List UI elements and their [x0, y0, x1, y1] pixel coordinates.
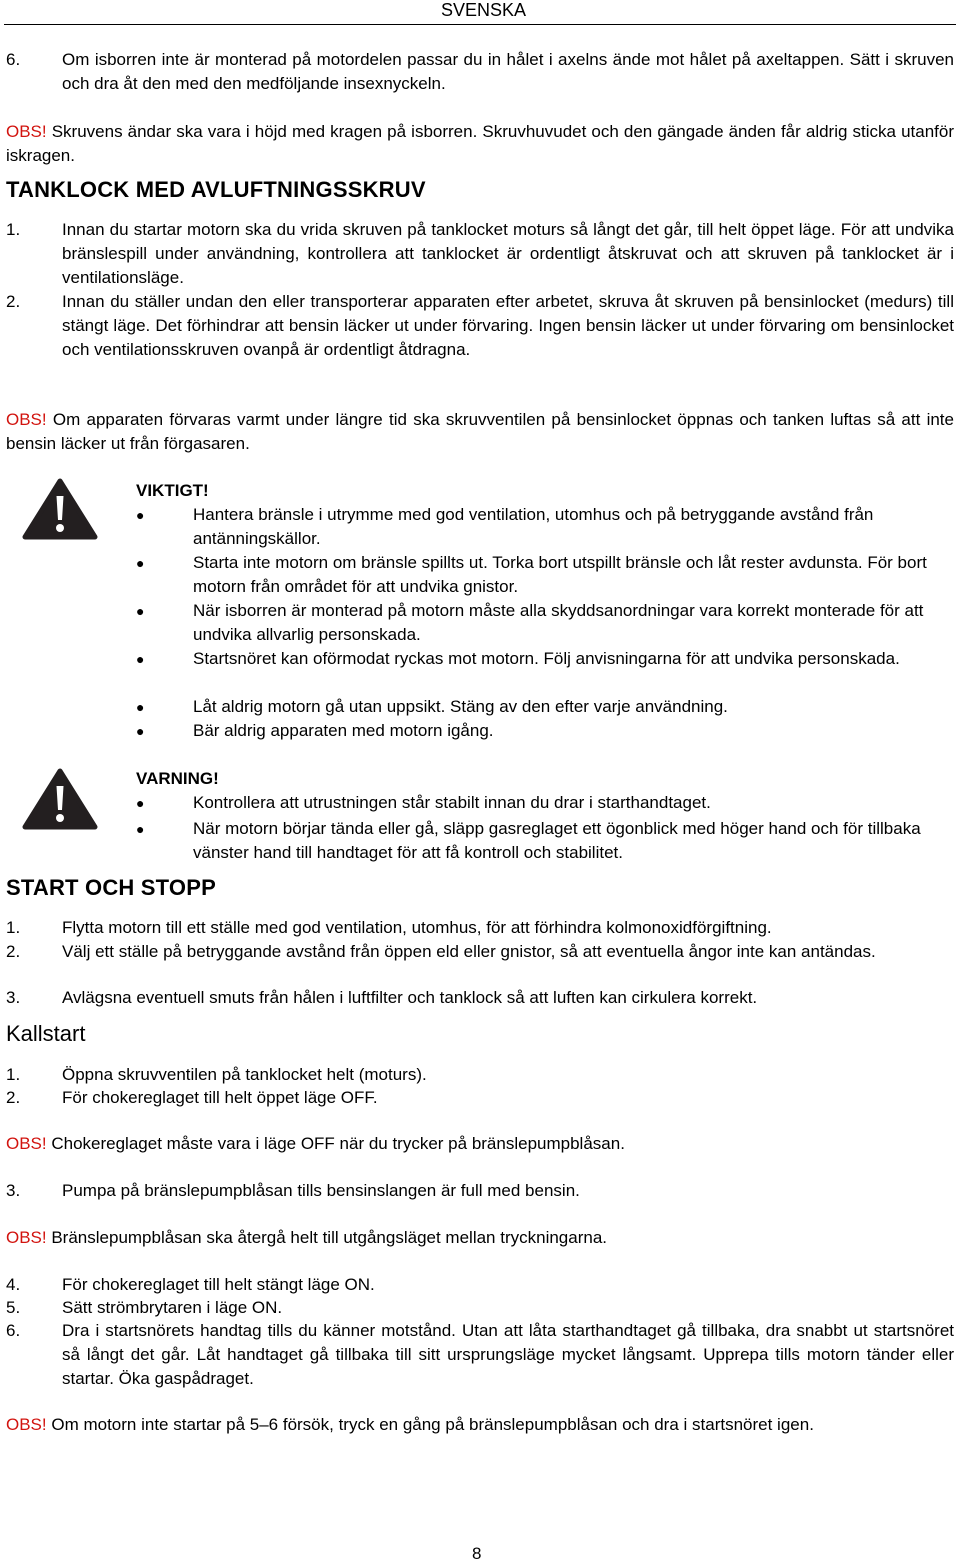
obs-text: Om motorn inte startar på 5–6 försök, tryck en gång på bränslepumpblåsan och dra i startsnöret igen.	[46, 1415, 814, 1434]
step-text: Sätt strömbrytaren i läge ON.	[62, 1298, 283, 1317]
step-text: Innan du ställer undan den eller transporterar apparaten efter arbetet, skruva åt skruven på bensinlocket (medurs) till stängt läge. Det förhindrar att bensin läcker ut under förvaring. Ingen bensin läcker ut under förvaring om bensinlocket och ventilationsskruven ovanpå är ordentligt åtdragna.	[62, 292, 954, 359]
obs-text: Skruvens ändar ska vara i höjd med kragen på isborren. Skruvhuvudet och den gängade änden får aldrig sticka utanför iskragen.	[6, 122, 954, 165]
bullet-icon: ●	[136, 723, 145, 739]
obs-label: OBS!	[6, 1134, 47, 1153]
obs-note	[6, 1226, 954, 1250]
bullet-icon: ●	[136, 507, 145, 523]
step-text: För chokereglaget till helt stängt läge ON.	[62, 1275, 375, 1294]
step-text: Om isborren inte är monterad på motordelen passar du in hålet i axelns ände mot hålet på axeltappen. Sätt i skruven och dra åt den med den medföljande insexnyckeln.	[62, 50, 954, 93]
step-text: Avlägsna eventuell smuts från hålen i luftfilter och tanklock så att luften kan cirkulera korrekt.	[62, 988, 758, 1007]
step-number: 1.	[6, 220, 21, 239]
bullet-icon: ●	[136, 795, 145, 811]
bullet-icon: ●	[136, 821, 145, 837]
step-text: Pumpa på bränslepumpblåsan tills bensinslangen är full med bensin.	[62, 1181, 580, 1200]
section-heading-start: START OCH STOPP	[6, 875, 216, 900]
bullet-text: Hantera bränsle i utrymme med god ventilation, utomhus och på betryggande avstånd från antänningskällor.	[193, 505, 874, 548]
obs-text: Bränslepumpblåsan ska återgå helt till utgångsläget mellan tryckningarna.	[46, 1228, 608, 1247]
bullet-icon: ●	[136, 555, 145, 571]
step-text: Välj ett ställe på betryggande avstånd från öppen eld eller gnistor, så att eventuella ångor inte kan antändas.	[62, 942, 876, 961]
obs-text: Om apparaten förvaras varmt under längre tid ska skruvventilen på bensinlocket öppnas och tanken luftas så att inte bensin läcker ut från förgasaren.	[6, 410, 954, 453]
bullet-text: Kontrollera att utrustningen står stabilt innan du drar i starthandtaget.	[193, 793, 711, 812]
warning-triangle-icon	[22, 478, 98, 540]
warning-title: VARNING!	[136, 769, 219, 788]
bullet-icon: ●	[136, 603, 145, 619]
step-number: 2.	[6, 1088, 21, 1107]
page-number: 8	[472, 1544, 482, 1563]
step-number: 3.	[6, 988, 21, 1007]
bullet-icon: ●	[136, 699, 145, 715]
bullet-text: Startsnöret kan oförmodat ryckas mot motorn. Följ anvisningarna för att undvika personskada.	[193, 649, 900, 668]
obs-label: OBS!	[6, 410, 47, 429]
step-text: Dra i startsnörets handtag tills du känner motstånd. Utan att låta starthandtaget gå tillbaka, dra snabbt ut startsnöret så långt det går. Låt handtaget gå tillbaka till sitt ursprungsläge mycket långsamt. Upprepa tills motorn tänder eller startar. Öka gaspådraget.	[62, 1321, 954, 1388]
step-number: 5.	[6, 1298, 21, 1317]
section-heading-kallstart: Kallstart	[6, 1021, 86, 1046]
step-number: 4.	[6, 1275, 21, 1294]
step-text: Innan du startar motorn ska du vrida skruven på tanklocket moturs så långt det går, till helt öppet läge. För att undvika bränslespill under användning, kontrollera att tanklocket är ordentligt åtskruvat och att skruven på tanklocket är i ventilationsläge.	[62, 220, 954, 287]
header-divider	[4, 24, 956, 25]
step-number: 1.	[6, 918, 21, 937]
step-number: 1.	[6, 1065, 21, 1084]
obs-label: OBS!	[6, 1228, 47, 1247]
bullet-text: När isborren är monterad på motorn måste alla skyddsanordningar vara korrekt monterade för att undvika allvarlig personskada.	[193, 601, 924, 644]
step-number: 2.	[6, 292, 21, 311]
bullet-text: När motorn börjar tända eller gå, släpp gasreglaget ett ögonblick med höger hand och för tillbaka vänster hand till handtaget för att få kontroll och stabilitet.	[193, 819, 921, 862]
bullet-text: Låt aldrig motorn gå utan uppsikt. Stäng av den efter varje användning.	[193, 697, 728, 716]
obs-note	[6, 120, 954, 168]
obs-note	[6, 408, 954, 456]
obs-note	[6, 1413, 954, 1437]
important-title: VIKTIGT!	[136, 481, 209, 500]
step-number: 2.	[6, 942, 21, 961]
step-number: 3.	[6, 1181, 21, 1200]
obs-text: Chokereglaget måste vara i läge OFF när du trycker på bränslepumpblåsan.	[46, 1134, 625, 1153]
obs-label: OBS!	[6, 122, 47, 141]
section-heading-tanklock: TANKLOCK MED AVLUFTNINGSSKRUV	[6, 177, 426, 202]
bullet-icon: ●	[136, 651, 145, 667]
step-number: 6.	[6, 1321, 21, 1340]
step-text: För chokereglaget till helt öppet läge OFF.	[62, 1088, 378, 1107]
step-text: Flytta motorn till ett ställe med god ventilation, utomhus, för att förhindra kolmonoxidförgiftning.	[62, 918, 772, 937]
obs-note	[6, 1132, 954, 1156]
warning-triangle-icon	[22, 768, 98, 830]
step-text: Öppna skruvventilen på tanklocket helt (moturs).	[62, 1065, 427, 1084]
bullet-text: Starta inte motorn om bränsle spillts ut. Torka bort utspillt bränsle och låt rester avdunsta. För bort motorn från området för att undvika gnistor.	[193, 553, 927, 596]
header-language: SVENSKA	[440, 0, 526, 20]
step-number: 6.	[6, 50, 21, 69]
obs-label: OBS!	[6, 1415, 47, 1434]
bullet-text: Bär aldrig apparaten med motorn igång.	[193, 721, 494, 740]
